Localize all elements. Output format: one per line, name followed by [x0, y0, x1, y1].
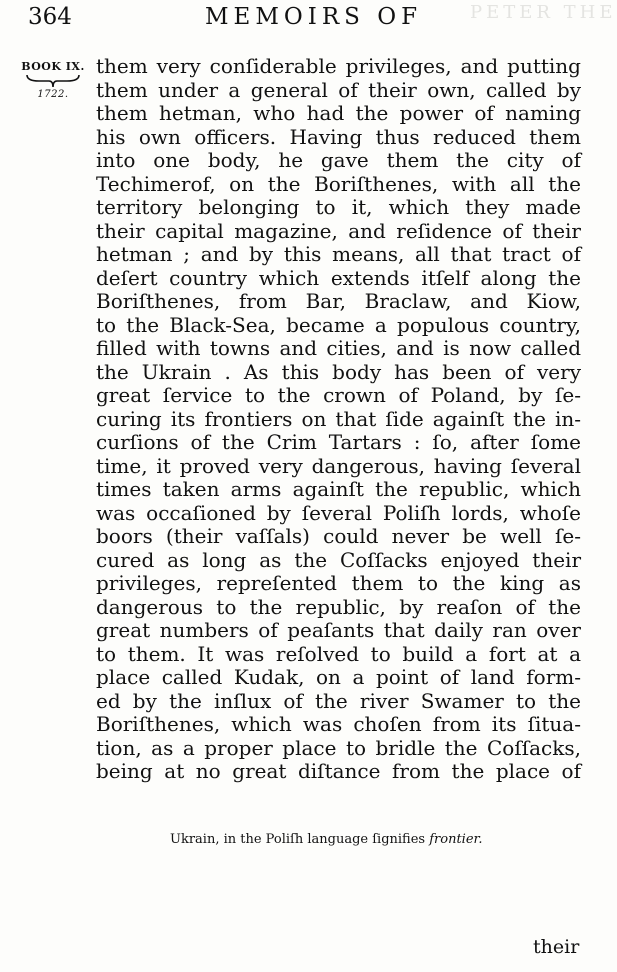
margin-note — [14, 60, 92, 100]
margin-note-year: 1722. — [37, 89, 69, 100]
text-line: great ſervice to the crown of Poland, by ſe- — [96, 383, 581, 407]
text-line: to them. It was reſolved to build a fort at a — [96, 641, 581, 666]
text-line: cured as long as the Coſſacks enjoyed their — [96, 547, 581, 572]
footnote-italic: frontier. — [429, 832, 483, 847]
text-line: curſions of the Crim Tartars : ſo, after ſome — [96, 430, 581, 454]
brace-icon — [25, 73, 81, 89]
body-text — [96, 55, 581, 784]
text-line: territory belonging to it, which they made — [96, 195, 581, 219]
text-line: his own officers. Having thus reduced them — [96, 124, 581, 149]
page-number: 364 — [28, 4, 72, 30]
text-line: curing its frontiers on that ſide againſt the in- — [96, 406, 581, 431]
text-line: into one body, he gave them the city of — [96, 148, 581, 172]
text-line: place called Kudak, on a point of land form- — [96, 665, 581, 689]
text-line: boors (their vaſſals) could never be well ſe- — [96, 524, 581, 548]
bleed-through-text: PETER THE — [470, 2, 617, 23]
text-line: being at no great diſtance from the place of — [96, 759, 581, 783]
margin-note-book: BOOK IX. — [21, 60, 85, 73]
text-line: them under a general of their own, called by — [96, 77, 581, 102]
text-line: to the Black-Sea, became a populous country, — [96, 312, 581, 337]
text-line: ed by the inſlux of the river Swamer to the — [96, 688, 581, 713]
text-line: time, it proved very dangerous, having ſeveral — [96, 453, 581, 478]
text-line: their capital magazine, and reſidence of their — [96, 218, 581, 243]
text-line: filled with towns and cities, and is now called — [96, 336, 581, 360]
text-line: times taken arms againſt the republic, which — [96, 477, 581, 501]
text-line: Boriſthenes, from Bar, Braclaw, and Kiow, — [96, 289, 581, 313]
catchword: their — [533, 936, 580, 958]
text-line: them very conſiderable privileges, and putting — [96, 54, 581, 78]
text-line: great numbers of peaſants that daily ran over — [96, 618, 581, 642]
text-line: privileges, repreſented them to the king as — [96, 571, 581, 595]
text-line: the Ukrain . As this body has been of very — [96, 359, 581, 384]
text-line: was occaſioned by ſeveral Poliſh lords, whoſe — [96, 500, 581, 525]
text-line: Techimerof, on the Boriſthenes, with all the — [96, 171, 581, 196]
footnote — [170, 832, 482, 847]
text-line: deſert country which extends itſelf along the — [96, 265, 581, 290]
text-line: them hetman, who had the power of naming — [96, 101, 581, 125]
text-line: hetman ; and by this means, all that tract of — [96, 242, 581, 266]
text-line: tion, as a proper place to bridle the Coſſacks, — [96, 735, 581, 760]
text-line: Boriſthenes, which was choſen from its ſitua- — [96, 712, 581, 736]
footnote-text: Ukrain, in the Poliſh language ſignifies — [170, 832, 430, 847]
running-head: MEMOIRS OF — [205, 4, 423, 30]
text-line: dangerous to the republic, by reaſon of the — [96, 594, 581, 619]
